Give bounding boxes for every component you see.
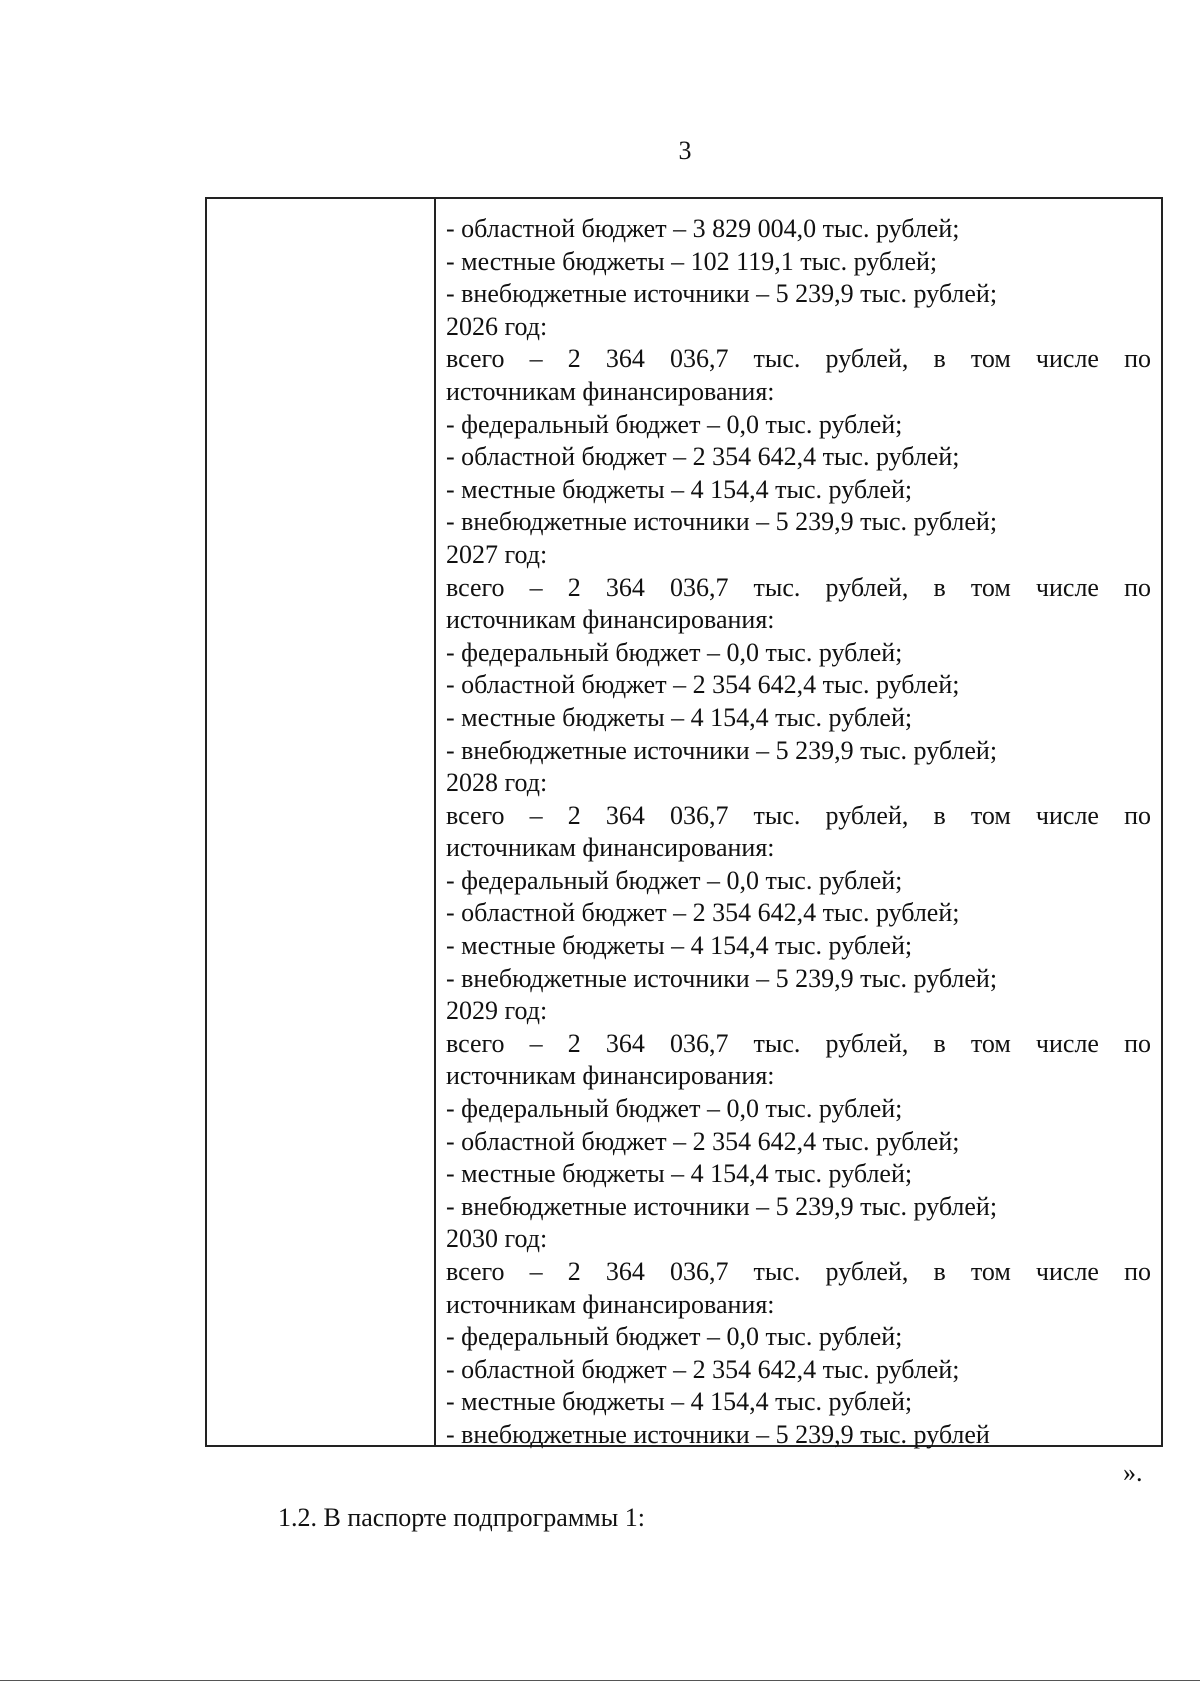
year-local-line: - местные бюджеты – 4 154,4 тыс. рублей; bbox=[446, 1159, 913, 1189]
year-regional-line: - областной бюджет – 2 354 642,4 тыс. рублей; bbox=[446, 1126, 960, 1156]
year-regional-line: - областной бюджет – 2 354 642,4 тыс. рублей; bbox=[446, 898, 960, 928]
year-total-line: всего – 2 364 036,7 тыс. рублей, в том числе по bbox=[446, 344, 1151, 374]
year-sources-intro: источникам финансирования: bbox=[446, 376, 775, 406]
year-regional-line: - областной бюджет – 2 354 642,4 тыс. рублей; bbox=[446, 1354, 960, 1384]
year-extra-line: - внебюджетные источники – 5 239,9 тыс. рублей; bbox=[446, 963, 998, 993]
year-regional-line: - областной бюджет – 2 354 642,4 тыс. рублей; bbox=[446, 670, 960, 700]
year-sources-intro: источникам финансирования: bbox=[446, 833, 775, 863]
intro-extra-line: - внебюджетные источники – 5 239,9 тыс. рублей; bbox=[446, 279, 998, 309]
year-local-line: - местные бюджеты – 4 154,4 тыс. рублей; bbox=[446, 702, 913, 732]
page-bottom-rule bbox=[0, 1680, 1200, 1681]
year-total-line: всего – 2 364 036,7 тыс. рублей, в том числе по bbox=[446, 1257, 1151, 1286]
year-extra-line: - внебюджетные источники – 5 239,9 тыс. рублей; bbox=[446, 507, 998, 537]
year-label: 2030 год: bbox=[446, 1224, 548, 1254]
year-local-line: - местные бюджеты – 4 154,4 тыс. рублей; bbox=[446, 1387, 913, 1417]
year-local-line: - местные бюджеты – 4 154,4 тыс. рублей; bbox=[446, 474, 913, 504]
table-right-cell bbox=[436, 199, 1161, 1449]
year-federal-line: - федеральный бюджет – 0,0 тыс. рублей; bbox=[446, 409, 903, 439]
year-sources-intro: источникам финансирования: bbox=[446, 1061, 775, 1091]
year-label: 2028 год: bbox=[446, 768, 548, 798]
next-paragraph: 1.2. В паспорте подпрограммы 1: bbox=[278, 1503, 645, 1532]
intro-regional-line: - областной бюджет – 3 829 004,0 тыс. рублей; bbox=[446, 214, 960, 243]
year-total-line: всего – 2 364 036,7 тыс. рублей, в том числе по bbox=[446, 800, 1151, 830]
page-number: 3 bbox=[678, 136, 692, 165]
year-label: 2026 год: bbox=[446, 311, 548, 341]
year-label: 2027 год: bbox=[446, 539, 548, 569]
year-local-line: - местные бюджеты – 4 154,4 тыс. рублей; bbox=[446, 931, 913, 961]
year-federal-line: - федеральный бюджет – 0,0 тыс. рублей; bbox=[446, 637, 903, 667]
intro-local-line: - местные бюджеты – 102 119,1 тыс. рублей; bbox=[446, 246, 938, 276]
year-label: 2029 год: bbox=[446, 996, 548, 1026]
year-federal-line: - федеральный бюджет – 0,0 тыс. рублей; bbox=[446, 865, 903, 895]
year-extra-line: - внебюджетные источники – 5 239,9 тыс. рублей; bbox=[446, 735, 998, 765]
year-total-line: всего – 2 364 036,7 тыс. рублей, в том числе по bbox=[446, 572, 1151, 602]
year-regional-line: - областной бюджет – 2 354 642,4 тыс. рублей; bbox=[446, 442, 960, 472]
budget-table bbox=[205, 197, 1163, 1447]
year-sources-intro: источникам финансирования: bbox=[446, 605, 775, 635]
year-federal-line: - федеральный бюджет – 0,0 тыс. рублей; bbox=[446, 1322, 903, 1352]
table-left-cell bbox=[207, 199, 436, 1445]
year-federal-line: - федеральный бюджет – 0,0 тыс. рублей; bbox=[446, 1094, 903, 1124]
year-sources-intro: источникам финансирования: bbox=[446, 1289, 775, 1319]
year-extra-line: - внебюджетные источники – 5 239,9 тыс. рублей; bbox=[446, 1191, 998, 1221]
year-extra-line: - внебюджетные источники – 5 239,9 тыс. рублей bbox=[446, 1419, 990, 1449]
year-total-line: всего – 2 364 036,7 тыс. рублей, в том числе по bbox=[446, 1028, 1151, 1058]
closing-quote: ». bbox=[1123, 1458, 1143, 1487]
